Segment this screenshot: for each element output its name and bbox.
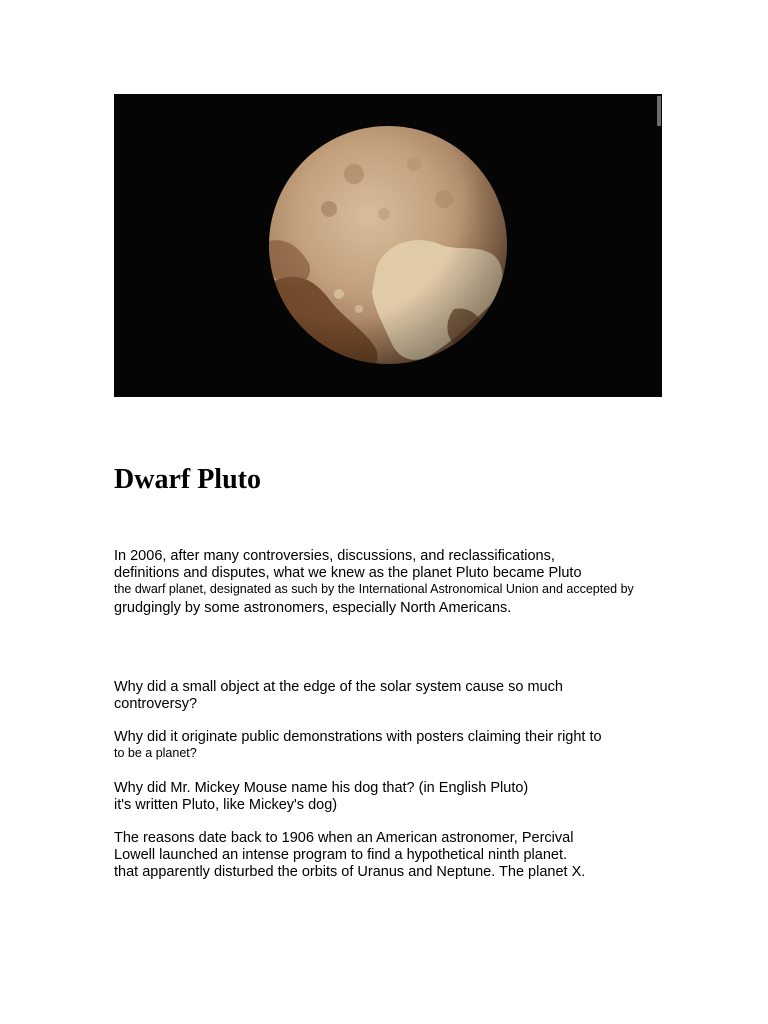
photo-credit-mark bbox=[657, 96, 661, 126]
intro-line-4: grudgingly by some astronomers, especially North Americans. bbox=[114, 600, 512, 616]
question-2-line-2: to be a planet? bbox=[114, 746, 197, 760]
question-1-line-1: Why did a small object at the edge of the solar system cause so much bbox=[114, 679, 563, 695]
pluto-image bbox=[114, 94, 662, 397]
intro-paragraph bbox=[114, 548, 634, 617]
question-1 bbox=[114, 679, 563, 713]
pluto-photo bbox=[114, 94, 662, 397]
intro-line-2: definitions and disputes, what we knew as the planet Pluto became Pluto bbox=[114, 565, 582, 581]
reasons-line-1: The reasons date back to 1906 when an American astronomer, Percival bbox=[114, 830, 574, 846]
reasons-paragraph bbox=[114, 830, 585, 881]
question-3 bbox=[114, 780, 528, 814]
reasons-line-2: Lowell launched an intense program to find a hypothetical ninth planet. bbox=[114, 847, 568, 863]
reasons-line-3: that apparently disturbed the orbits of Uranus and Neptune. The planet X. bbox=[114, 864, 586, 880]
question-2 bbox=[114, 729, 602, 761]
intro-line-1: In 2006, after many controversies, discussions, and reclassifications, bbox=[114, 548, 555, 564]
intro-line-3: the dwarf planet, designated as such by the International Astronomical Union and accepted by bbox=[114, 582, 634, 596]
question-2-line-1: Why did it originate public demonstrations with posters claiming their right to bbox=[114, 729, 602, 745]
question-3-line-2: it's written Pluto, like Mickey's dog) bbox=[114, 797, 338, 813]
question-3-line-1: Why did Mr. Mickey Mouse name his dog that? (in English Pluto) bbox=[114, 780, 529, 796]
question-1-line-2: controversy? bbox=[114, 696, 198, 712]
page-title: Dwarf Pluto bbox=[114, 464, 261, 495]
